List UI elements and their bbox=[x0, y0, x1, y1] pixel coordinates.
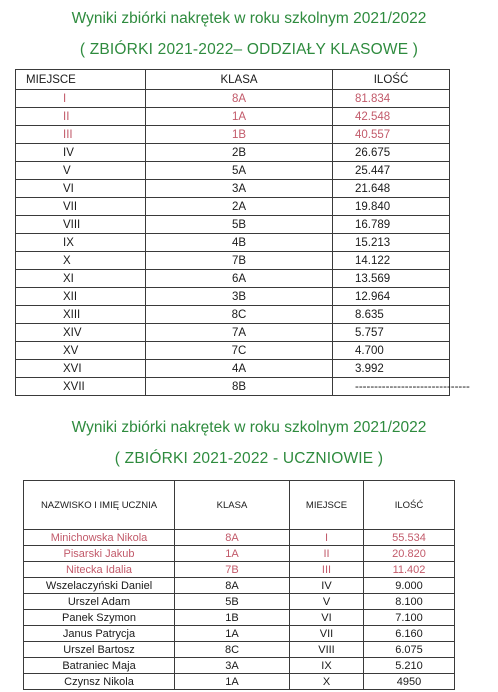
table-row bbox=[16, 252, 450, 270]
cell-nazwisko: Nitecka Idalia bbox=[24, 562, 175, 578]
cell-miejsce: XV bbox=[16, 342, 146, 360]
cell-klasa: 5A bbox=[146, 162, 333, 180]
table-row bbox=[24, 674, 455, 690]
cell-ilosc: 14.122 bbox=[333, 252, 450, 270]
cell-miejsce: XIV bbox=[16, 324, 146, 342]
header-klasa: KLASA bbox=[146, 70, 333, 90]
table-row bbox=[24, 658, 455, 674]
cell-klasa: 1A bbox=[175, 626, 290, 642]
cell-miejsce: X bbox=[16, 252, 146, 270]
cell-klasa: 8C bbox=[146, 306, 333, 324]
section2-title: Wyniki zbiórki nakrętek w roku szkolnym 2021/2022 bbox=[71, 419, 427, 436]
cell-ilosc: 42.548 bbox=[333, 108, 450, 126]
cell-ilosc: 13.569 bbox=[333, 270, 450, 288]
cell-klasa: 3B bbox=[146, 288, 333, 306]
cell-ilosc: 81.834 bbox=[333, 90, 450, 108]
cell-nazwisko: Minichowska Nikola bbox=[24, 530, 175, 546]
cell-miejsce: V bbox=[16, 162, 146, 180]
cell-klasa: 1A bbox=[175, 674, 290, 690]
table-row bbox=[16, 360, 450, 378]
cell-nazwisko: Panek Szymon bbox=[24, 610, 175, 626]
cell-klasa: 4A bbox=[146, 360, 333, 378]
cell-nazwisko: Wszelaczyński Daniel bbox=[24, 578, 175, 594]
cell-miejsce: VIII bbox=[290, 642, 364, 658]
cell-miejsce: VI bbox=[16, 180, 146, 198]
class-results-table bbox=[15, 69, 470, 396]
table-row bbox=[24, 610, 455, 626]
cell-klasa: 2B bbox=[146, 144, 333, 162]
cell-ilosc: 7.100 bbox=[364, 610, 455, 626]
cell-klasa: 1A bbox=[146, 108, 333, 126]
table-row bbox=[16, 324, 450, 342]
cell-ilosc: ------------------------------ bbox=[333, 378, 450, 396]
cell-klasa: 5B bbox=[146, 216, 333, 234]
cell-miejsce: XVII bbox=[16, 378, 146, 396]
cell-nazwisko: Urszel Adam bbox=[24, 594, 175, 610]
cell-ilosc: 55.534 bbox=[364, 530, 455, 546]
table-row bbox=[24, 562, 455, 578]
cell-miejsce: VIII bbox=[16, 216, 146, 234]
cell-klasa: 1B bbox=[146, 126, 333, 144]
table-row bbox=[16, 90, 450, 108]
cell-nazwisko: Pisarski Jakub bbox=[24, 546, 175, 562]
table-row bbox=[24, 546, 455, 562]
header-miejsce: MIEJSCE bbox=[16, 70, 146, 90]
cell-miejsce: III bbox=[16, 126, 146, 144]
cell-miejsce: X bbox=[290, 674, 364, 690]
cell-ilosc: 16.789 bbox=[333, 216, 450, 234]
cell-klasa: 6A bbox=[146, 270, 333, 288]
cell-ilosc: 5.210 bbox=[364, 658, 455, 674]
cell-miejsce: I bbox=[16, 90, 146, 108]
cell-klasa: 2A bbox=[146, 198, 333, 216]
cell-klasa: 8A bbox=[175, 530, 290, 546]
cell-ilosc: 6.075 bbox=[364, 642, 455, 658]
cell-ilosc: 21.648 bbox=[333, 180, 450, 198]
cell-miejsce: IX bbox=[16, 234, 146, 252]
cell-klasa: 8B bbox=[146, 378, 333, 396]
cell-miejsce: VI bbox=[290, 610, 364, 626]
table-row bbox=[16, 270, 450, 288]
table-row bbox=[16, 126, 450, 144]
cell-ilosc: 40.557 bbox=[333, 126, 450, 144]
table-row bbox=[24, 626, 455, 642]
cell-klasa: 1B bbox=[175, 610, 290, 626]
cell-miejsce: XVI bbox=[16, 360, 146, 378]
cell-miejsce: XIII bbox=[16, 306, 146, 324]
table-row bbox=[16, 288, 450, 306]
cell-ilosc: 8.100 bbox=[364, 594, 455, 610]
cell-ilosc: 8.635 bbox=[333, 306, 450, 324]
cell-klasa: 8A bbox=[175, 578, 290, 594]
cell-ilosc: 19.840 bbox=[333, 198, 450, 216]
cell-nazwisko: Batraniec Maja bbox=[24, 658, 175, 674]
header-miejsce: MIEJSCE bbox=[290, 481, 364, 530]
table-row bbox=[16, 180, 450, 198]
header-ilosc: ILOŚĆ bbox=[333, 70, 450, 90]
table-row bbox=[24, 530, 455, 546]
cell-nazwisko: Urszel Bartosz bbox=[24, 642, 175, 658]
cell-ilosc: 6.160 bbox=[364, 626, 455, 642]
table-row bbox=[16, 198, 450, 216]
cell-miejsce: IV bbox=[16, 144, 146, 162]
cell-klasa: 7B bbox=[175, 562, 290, 578]
section1-title: Wyniki zbiórki nakrętek w roku szkolnym 2021/2022 bbox=[71, 10, 427, 27]
cell-miejsce: IX bbox=[290, 658, 364, 674]
cell-ilosc: 4.700 bbox=[333, 342, 450, 360]
cell-miejsce: VII bbox=[16, 198, 146, 216]
cell-klasa: 3A bbox=[146, 180, 333, 198]
cell-miejsce: IV bbox=[290, 578, 364, 594]
table-row bbox=[16, 342, 450, 360]
cell-ilosc: 3.992 bbox=[333, 360, 450, 378]
table-row bbox=[16, 216, 450, 234]
table-header-row bbox=[24, 481, 455, 530]
cell-ilosc: 5.757 bbox=[333, 324, 450, 342]
cell-miejsce: III bbox=[290, 562, 364, 578]
cell-klasa: 8C bbox=[175, 642, 290, 658]
cell-ilosc: 25.447 bbox=[333, 162, 450, 180]
section2-subtitle: ( ZBIÓRKI 2021-2022 - UCZNIOWIE ) bbox=[114, 450, 384, 467]
cell-ilosc: 26.675 bbox=[333, 144, 450, 162]
cell-nazwisko: Janus Patrycja bbox=[24, 626, 175, 642]
cell-klasa: 5B bbox=[175, 594, 290, 610]
cell-ilosc: 20.820 bbox=[364, 546, 455, 562]
table-row bbox=[24, 594, 455, 610]
cell-miejsce: II bbox=[16, 108, 146, 126]
header-klasa: KLASA bbox=[175, 481, 290, 530]
cell-ilosc: 11.402 bbox=[364, 562, 455, 578]
table-row bbox=[16, 108, 450, 126]
cell-klasa: 1A bbox=[175, 546, 290, 562]
table-row bbox=[16, 378, 450, 396]
cell-ilosc: 9.000 bbox=[364, 578, 455, 594]
table-row bbox=[16, 234, 450, 252]
table-header-row bbox=[16, 70, 450, 90]
cell-miejsce: XII bbox=[16, 288, 146, 306]
table-row bbox=[24, 578, 455, 594]
table-row bbox=[16, 306, 450, 324]
cell-miejsce: XI bbox=[16, 270, 146, 288]
cell-miejsce: V bbox=[290, 594, 364, 610]
cell-klasa: 3A bbox=[175, 658, 290, 674]
table-row bbox=[16, 144, 450, 162]
cell-ilosc: 12.964 bbox=[333, 288, 450, 306]
header-ilosc: ILOŚĆ bbox=[364, 481, 455, 530]
student-results-table bbox=[23, 480, 455, 690]
section1-subtitle: ( ZBIÓRKI 2021-2022– ODDZIAŁY KLASOWE ) bbox=[79, 41, 419, 58]
cell-klasa: 7B bbox=[146, 252, 333, 270]
cell-ilosc: 15.213 bbox=[333, 234, 450, 252]
cell-miejsce: II bbox=[290, 546, 364, 562]
cell-klasa: 8A bbox=[146, 90, 333, 108]
cell-miejsce: I bbox=[290, 530, 364, 546]
cell-klasa: 4B bbox=[146, 234, 333, 252]
cell-miejsce: VII bbox=[290, 626, 364, 642]
cell-klasa: 7C bbox=[146, 342, 333, 360]
cell-ilosc: 4950 bbox=[364, 674, 455, 690]
table-row bbox=[16, 162, 450, 180]
cell-nazwisko: Czynsz Nikola bbox=[24, 674, 175, 690]
cell-klasa: 7A bbox=[146, 324, 333, 342]
header-nazwisko: NAZWISKO I IMIĘ UCZNIA bbox=[24, 481, 175, 530]
table-row bbox=[24, 642, 455, 658]
